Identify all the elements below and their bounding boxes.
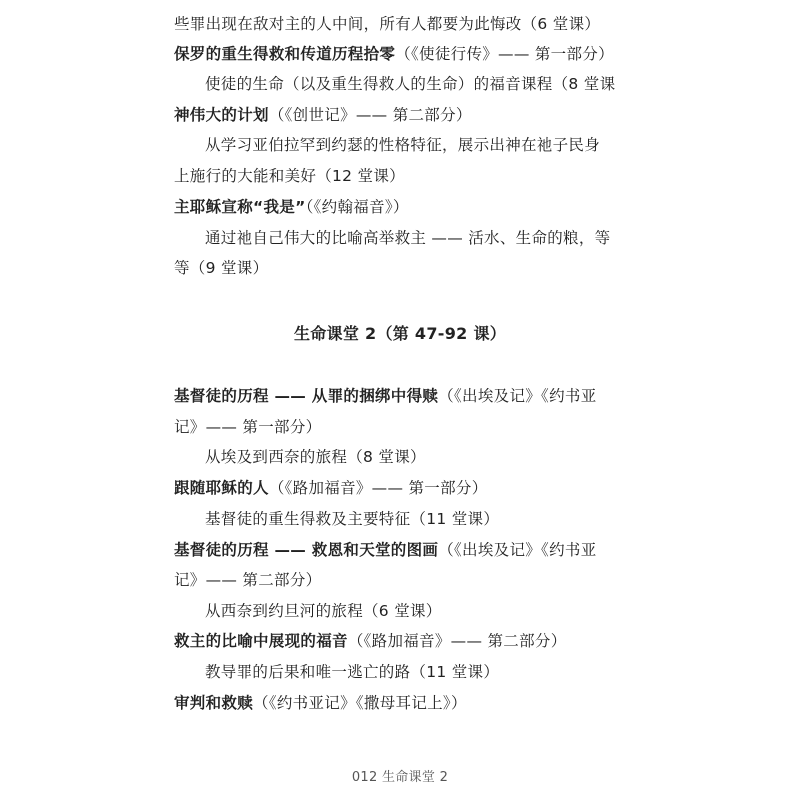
entry-source: （《出埃及记》《约书亚 (438, 541, 597, 559)
entry-source-continued: 记》—— 第一部分） (174, 418, 322, 436)
entry-description: 从学习亚伯拉罕到约瑟的性格特征，展示出神在祂子民身 (205, 136, 601, 154)
entry-source: （《约书亚记》《撒母耳记上》） (253, 694, 467, 712)
entry-description: 通过祂自己伟大的比喻高举救主 —— 活水、生命的粮，等 (205, 229, 611, 247)
entry-title: 审判和救赎 (174, 694, 254, 712)
entry-title: 主耶稣宣称“我是” (174, 198, 306, 216)
entry-source: （《创世记》—— 第二部分） (268, 106, 472, 124)
entry-heading (174, 540, 597, 560)
entry-heading (174, 478, 488, 498)
entry-source-continued: 记》—— 第二部分） (174, 571, 322, 589)
entry-source: （《约翰福音》） (305, 198, 409, 216)
entry-heading (174, 44, 614, 64)
entry-title: 基督徒的历程 —— 从罪的捆绑中得赎 (174, 387, 439, 405)
entry-source: （《路加福音》—— 第二部分） (347, 632, 567, 650)
entry-title: 保罗的重生得救和传道历程拾零 (174, 45, 396, 63)
page-footer: 012 生命课堂 2 (351, 770, 449, 785)
entry-title: 跟随耶稣的人 (174, 479, 269, 497)
entry-source: （《使徒行传》—— 第一部分） (395, 45, 614, 63)
entry-source: （《路加福音》—— 第一部分） (268, 479, 488, 497)
section-heading: 生命课堂 2（第 47-92 课） (293, 324, 507, 343)
entry-heading (174, 693, 467, 713)
entry-description: 基督徒的重生得救及主要特征（11 堂课） (205, 510, 500, 528)
entry-heading (174, 631, 567, 651)
entry-continuation-text: 些罪出现在敌对主的人中间，所有人都要为此悔改（6 堂课） (174, 15, 601, 33)
entry-heading (174, 197, 409, 217)
entry-title: 神伟大的计划 (174, 106, 269, 124)
entry-description: 使徒的生命（以及重生得救人的生命）的福音课程（8 堂课 (205, 75, 616, 93)
entry-title: 救主的比喻中展现的福音 (174, 632, 348, 650)
entry-heading (174, 105, 472, 125)
entry-source: （《出埃及记》《约书亚 (438, 387, 597, 405)
entry-description-continued: 上施行的大能和美好（12 堂课） (174, 167, 405, 185)
entry-description: 从西奈到约旦河的旅程（6 堂课） (205, 602, 442, 620)
entry-description: 从埃及到西奈的旅程（8 堂课） (205, 448, 426, 466)
entry-heading (174, 386, 597, 406)
entry-description-continued: 等（9 堂课） (174, 259, 269, 277)
entry-title: 基督徒的历程 —— 救恩和天堂的图画 (174, 541, 439, 559)
entry-description: 教导罪的后果和唯一逃亡的路（11 堂课） (205, 663, 500, 681)
